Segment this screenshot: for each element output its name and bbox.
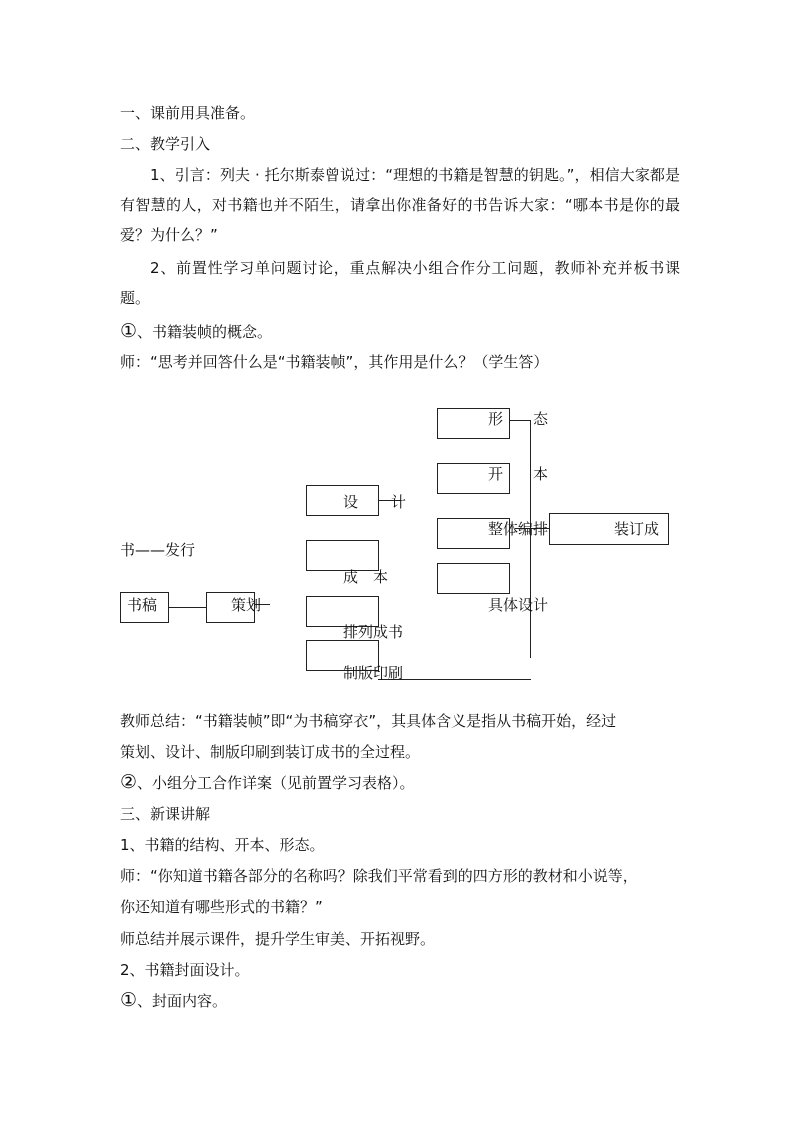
teacher-question-2-line-1: 师：“你知道书籍各部分的名称吗？除我们平常看到的四方形的教材和小说等， <box>120 867 638 885</box>
connector-vertical-trunk <box>530 420 531 658</box>
connector-manuscript-planning <box>169 607 206 608</box>
design-label: 设计 <box>343 493 440 511</box>
section-3-heading: 三、新课讲解 <box>120 805 211 823</box>
subsection-structure: 1、书籍的结构、开本、形态。 <box>120 836 325 854</box>
item-concept <box>120 321 272 342</box>
teacher-question-1: 师：“思考并回答什么是“书籍装帧”，其作用是什么？（学生答） <box>120 353 549 371</box>
section-1-heading: 一、课前用具准备。 <box>120 104 256 122</box>
circled-number-1b: ① <box>120 989 138 1011</box>
discussion-paragraph: 2、前置性学习单问题讨论，重点解决小组合作分工问题，教师补充并板书课题。 <box>120 259 680 307</box>
teacher-summary-line-1: 教师总结：“书籍装帧”即“为书稿穿衣”，其具体含义是指从书稿开始，经过 <box>120 712 617 730</box>
cost-box <box>306 540 379 571</box>
cost-label: 成 本 <box>343 568 389 586</box>
teacher-summary-courseware: 师总结并展示课件，提升学生审美、开拓视野。 <box>120 930 436 948</box>
print-label: 制版印刷 <box>343 664 404 682</box>
teacher-question-2-line-2: 你还知道有哪些形式的书籍？” <box>120 898 323 916</box>
item-group-plan <box>120 772 415 793</box>
circled-number-2: ② <box>120 771 138 793</box>
shape-label: 形 态 <box>488 410 549 428</box>
item-concept-text: 、书籍装帧的概念。 <box>137 323 273 341</box>
subsection-cover-design: 2、书籍封面设计。 <box>120 961 250 979</box>
planning-label: 策划 <box>231 596 262 614</box>
intro-paragraph: 1、引言：列夫 · 托尔斯泰曾说过：“理想的书籍是智慧的钥匙。”，相信大家都是有智慧的人，对书籍也并不陌生，请拿出你准备好的书告诉大家：“哪本书是你的最爱？为什么？” <box>120 166 680 244</box>
item-group-plan-text: 、小组分工合作详案（见前置学习表格）。 <box>137 774 415 792</box>
book-distribution-label: 书——发行 <box>120 541 196 559</box>
manuscript-label: 书稿 <box>127 596 158 614</box>
layout-label: 整体编排 <box>488 520 549 538</box>
arrange-label: 排列成书 <box>343 623 404 641</box>
binding-label: 装订成 <box>614 520 660 538</box>
format-label: 开 本 <box>488 465 549 483</box>
section-2-heading: 二、教学引入 <box>120 135 211 153</box>
detail-box <box>437 563 510 594</box>
item-cover-content-text: 、封面内容。 <box>137 992 228 1010</box>
detail-label: 具体设计 <box>488 596 549 614</box>
circled-number-1: ① <box>120 320 138 342</box>
teacher-summary-line-2: 策划、设计、制版印刷到装订成书的全过程。 <box>120 743 421 761</box>
item-cover-content <box>120 990 227 1011</box>
